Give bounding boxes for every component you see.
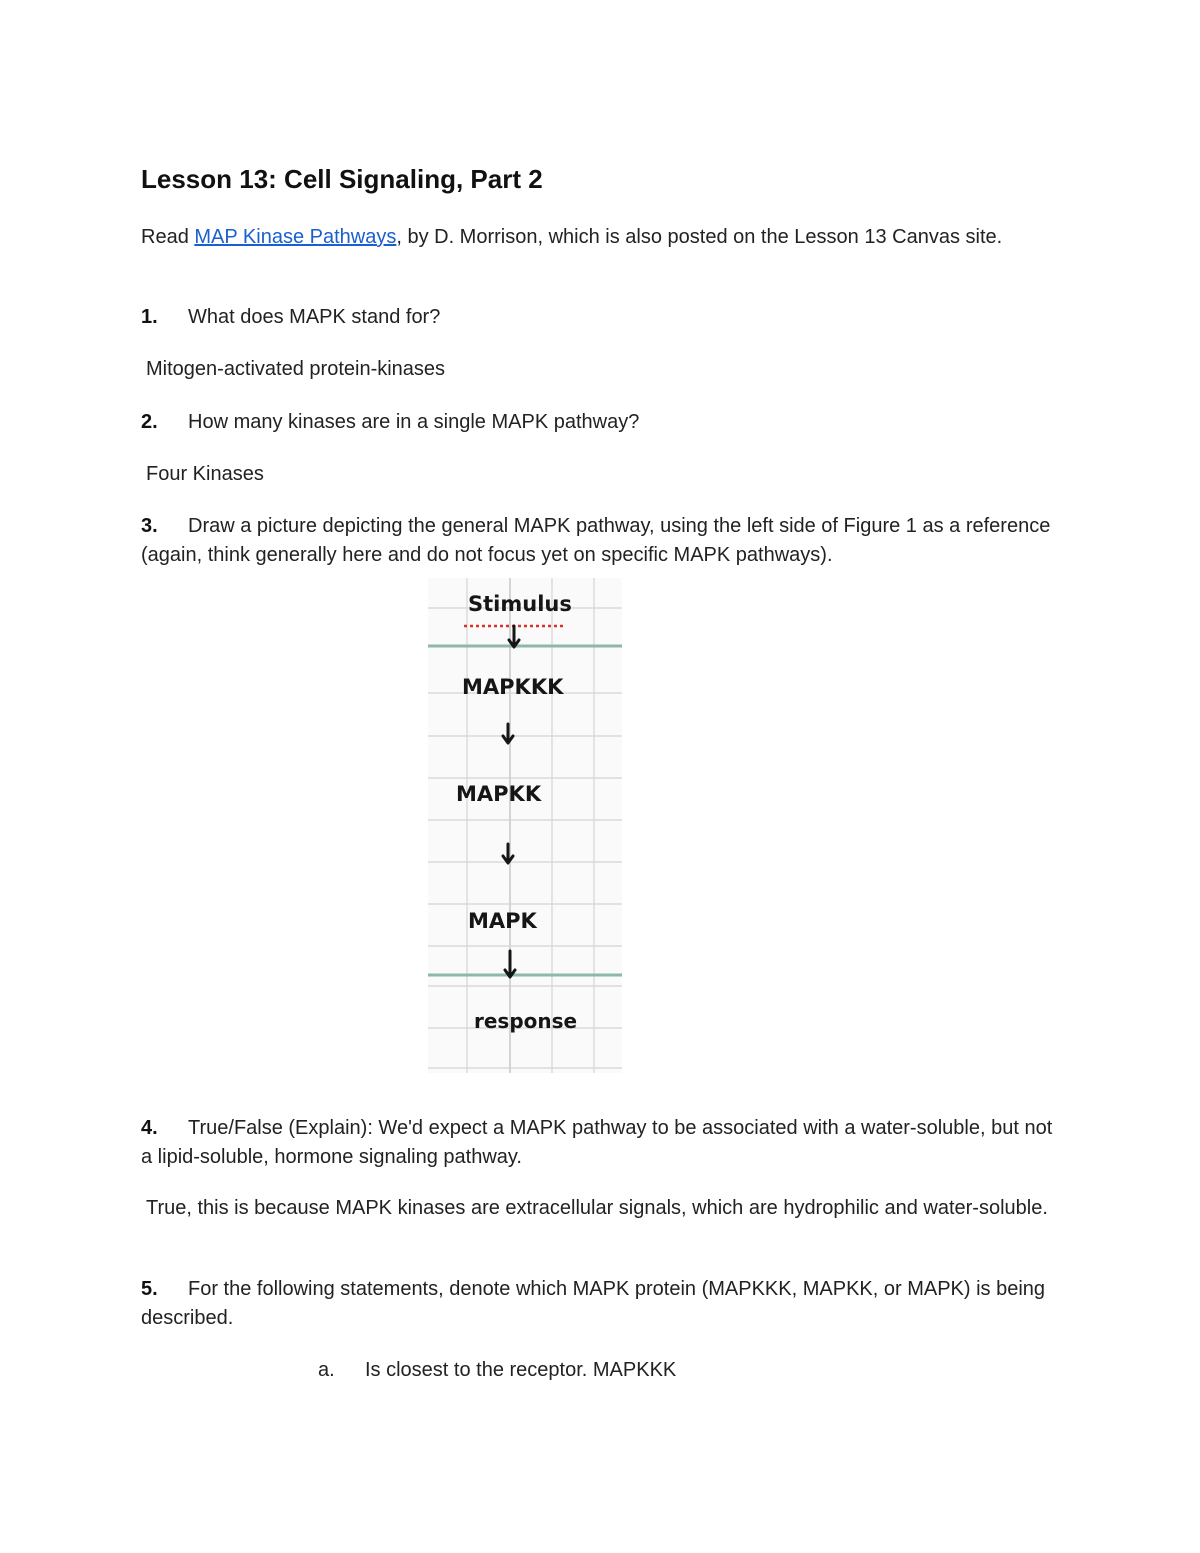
question-1 <box>141 303 1061 332</box>
answer-1: Mitogen-activated protein-kinases <box>146 358 446 380</box>
mapk-pathway-drawing <box>428 578 622 1073</box>
page-title: Lesson 13: Cell Signaling, Part 2 <box>141 164 543 194</box>
question-number: 2. <box>141 411 158 433</box>
intro-suffix: , by D. Morrison, which is also posted on the Lesson 13 Canvas site. <box>396 226 1003 248</box>
question-2 <box>141 408 1061 437</box>
question-5-sub-item-a <box>318 1356 676 1385</box>
map-kinase-pathways-link[interactable]: MAP Kinase Pathways <box>194 226 397 248</box>
answer-2: Four Kinases <box>146 463 264 485</box>
question-3 <box>141 512 1061 570</box>
notebook-paper <box>428 578 622 1073</box>
pathway-sketch <box>428 578 622 1073</box>
question-text: Draw a picture depicting the general MAPK pathway, using the left side of Figure 1 as a reference (again, think generally here and do not focus yet on specific MAPK pathways). <box>141 515 1051 566</box>
intro-paragraph <box>141 223 1061 252</box>
sub-item-text: Is closest to the receptor. MAPKKK <box>365 1359 677 1381</box>
question-number: 4. <box>141 1117 158 1139</box>
label-mapk: MAPK <box>468 909 537 933</box>
question-number: 5. <box>141 1278 158 1300</box>
question-number: 1. <box>141 306 158 328</box>
question-number: 3. <box>141 515 158 537</box>
question-4 <box>141 1114 1061 1172</box>
intro-prefix: Read <box>141 226 195 248</box>
label-stimulus: Stimulus <box>468 592 572 616</box>
question-text: How many kinases are in a single MAPK pathway? <box>188 411 640 433</box>
question-5 <box>141 1275 1061 1333</box>
question-text: True/False (Explain): We'd expect a MAPK pathway to be associated with a water-soluble, but not a lipid-soluble, hormone signaling pathway. <box>141 1117 1053 1168</box>
label-mapkk: MAPKK <box>456 782 542 806</box>
sub-item-letter: a. <box>318 1359 335 1381</box>
question-text: What does MAPK stand for? <box>188 306 441 328</box>
label-response: response <box>474 1009 578 1033</box>
label-mapkkk: MAPKKK <box>462 675 564 699</box>
answer-4: True, this is because MAPK kinases are extracellular signals, which are hydrophilic and water-soluble. <box>146 1197 1048 1219</box>
question-text: For the following statements, denote which MAPK protein (MAPKKK, MAPKK, or MAPK) is being described. <box>141 1278 1046 1329</box>
